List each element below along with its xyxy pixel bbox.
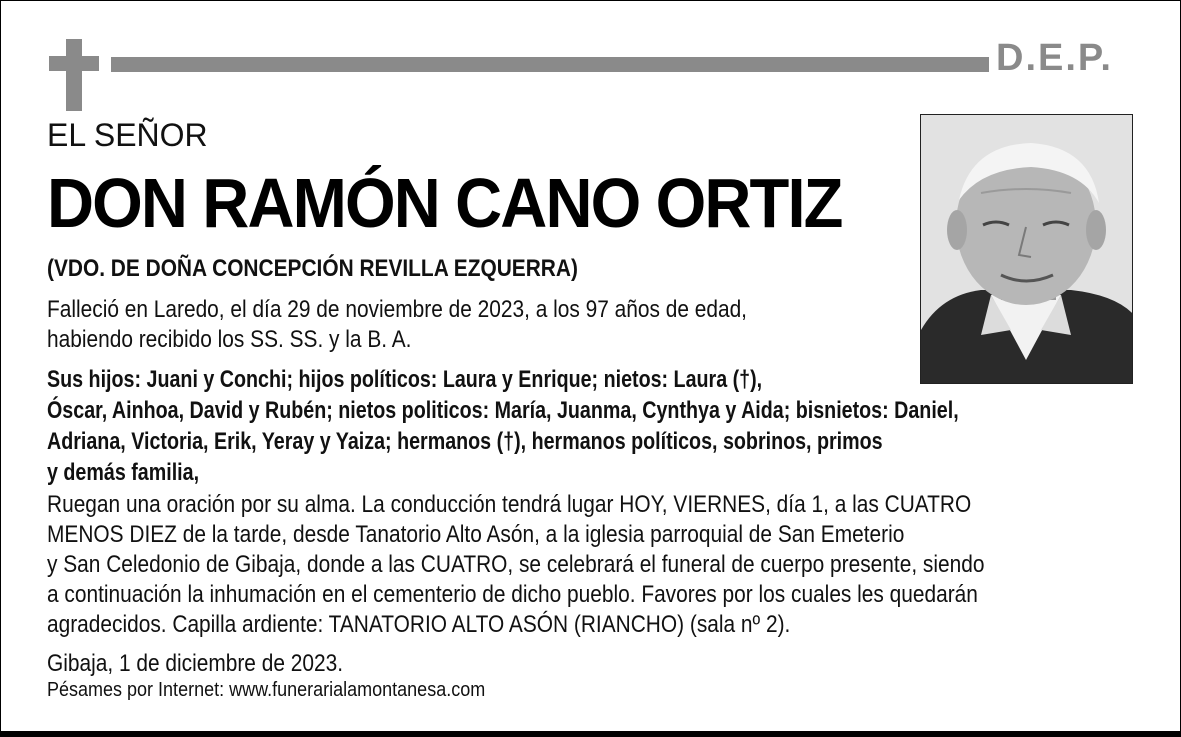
portrait-photo [920, 114, 1133, 384]
portrait-illustration [921, 115, 1133, 384]
request-line: a continuación la inhumación en el cementerio de dicho pueblo. Favores por los cuales les quedarán [47, 581, 978, 608]
cross-icon [49, 39, 99, 111]
family-line: Sus hijos: Juani y Conchi; hijos políticos: Laura y Enrique; nietos: Laura (†), [47, 366, 763, 393]
death-info-line: Falleció en Laredo, el día 29 de noviembre de 2023, a los 97 años de edad, [47, 296, 747, 323]
title-prefix: EL SEÑOR [47, 117, 208, 153]
request-line: agradecidos. Capilla ardiente: TANATORIO ALTO ASÓN (RIANCHO) (sala nº 2). [47, 611, 791, 638]
funeral-request [47, 490, 984, 640]
deceased-name: DON RAMÓN CANO ORTIZ [47, 164, 842, 242]
family-list [47, 364, 959, 488]
family-line: y demás familia, [47, 459, 200, 486]
death-info-line: habiendo recibido los SS. SS. y la B. A. [47, 326, 412, 353]
death-info [47, 295, 747, 355]
family-line: Adriana, Victoria, Erik, Yeray y Yaiza; hermanos (†), hermanos políticos, sobrinos, primos [47, 428, 883, 455]
place-date: Gibaja, 1 de diciembre de 2023. [47, 650, 343, 677]
header-rule [111, 57, 989, 72]
request-line: MENOS DIEZ de la tarde, desde Tanatorio Alto Asón, a la iglesia parroquial de San Emeterio [47, 521, 905, 548]
condolences-link: Pésames por Internet: www.funerarialamontanesa.com [47, 679, 486, 701]
request-line: Ruegan una oración por su alma. La conducción tendrá lugar HOY, VIERNES, día 1, a las CUATRO [47, 491, 972, 518]
family-line: Óscar, Ainhoa, David y Rubén; nietos politicos: María, Juanma, Cynthya y Aida; bisnietos: Daniel, [47, 397, 959, 424]
dep-label: D.E.P. [996, 37, 1113, 79]
widow-of: (VDO. DE DOÑA CONCEPCIÓN REVILLA EZQUERRA) [47, 255, 578, 282]
request-line: y San Celedonio de Gibaja, donde a las CUATRO, se celebrará el funeral de cuerpo presente, siendo [47, 551, 985, 578]
